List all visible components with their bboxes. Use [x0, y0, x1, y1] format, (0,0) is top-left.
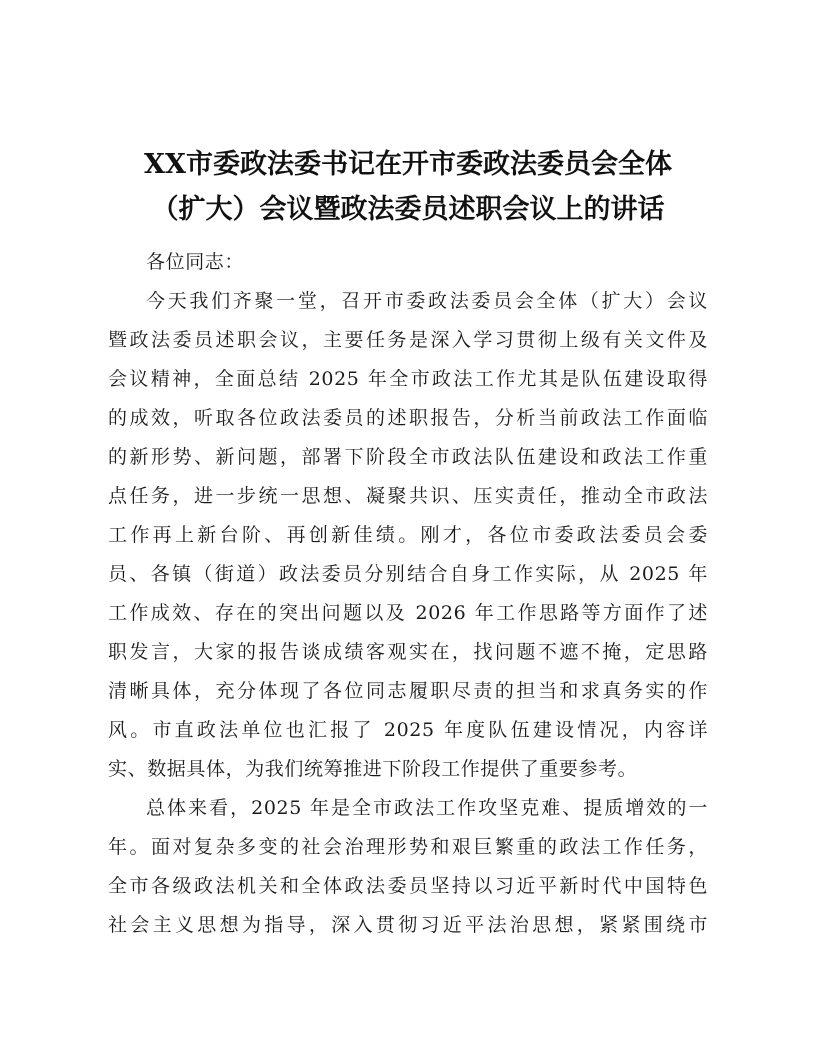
paragraph-2-line: 全市各级政法机关和全体政法委员坚持以习近平新时代中国特色 — [108, 875, 708, 897]
paragraph-1-line: 工作成效、存在的突出问题以及 2026 年工作思路等方面作了述 — [108, 602, 708, 624]
paragraph-2-line: 社会主义思想为指导，深入贯彻习近平法治思想，紧紧围绕市 — [108, 914, 708, 936]
paragraph-1-line: 实、数据具体，为我们统筹推进下阶段工作提供了重要参考。 — [108, 758, 638, 780]
document-title-line-2: （扩大）会议暨政法委员述职会议上的讲话 — [151, 194, 665, 225]
paragraph-1-line: 职发言，大家的报告谈成绩客观实在，找问题不遮不掩，定思路 — [108, 641, 708, 663]
paragraph-2-line: 总体来看，2025 年是全市政法工作攻坚克难、提质增效的一 — [146, 797, 708, 819]
paragraph-1-line: 今天我们齐聚一堂，召开市委政法委员会全体（扩大）会议 — [146, 290, 708, 312]
paragraph-1-line: 的成效，听取各位政法委员的述职报告，分析当前政法工作面临 — [108, 407, 708, 429]
paragraph-2-line: 年。面对复杂多变的社会治理形势和艰巨繁重的政法工作任务， — [108, 836, 708, 858]
paragraph-1-line: 的新形势、新问题，部署下阶段全市政法队伍建设和政法工作重 — [108, 446, 708, 468]
paragraph-1-line: 点任务，进一步统一思想、凝聚共识、压实责任，推动全市政法 — [108, 485, 708, 507]
document-title-line-1: XX市委政法委书记在开市委政法委员会全体 — [144, 149, 672, 180]
salutation: 各位同志： — [146, 251, 245, 273]
paragraph-1-line: 员、各镇（街道）政法委员分别结合自身工作实际，从 2025 年 — [108, 563, 708, 585]
paragraph-1-line: 工作再上新台阶、再创新佳绩。刚才，各位市委政法委员会委 — [108, 524, 708, 546]
paragraph-1-line: 会议精神，全面总结 2025 年全市政法工作尤其是队伍建设取得 — [108, 368, 708, 390]
paragraph-1-line: 暨政法委员述职会议，主要任务是深入学习贯彻上级有关文件及 — [108, 329, 708, 351]
paragraph-1-line: 清晰具体，充分体现了各位同志履职尽责的担当和求真务实的作 — [108, 680, 708, 702]
paragraph-1-line: 风。市直政法单位也汇报了 2025 年度队伍建设情况，内容详 — [108, 719, 708, 741]
